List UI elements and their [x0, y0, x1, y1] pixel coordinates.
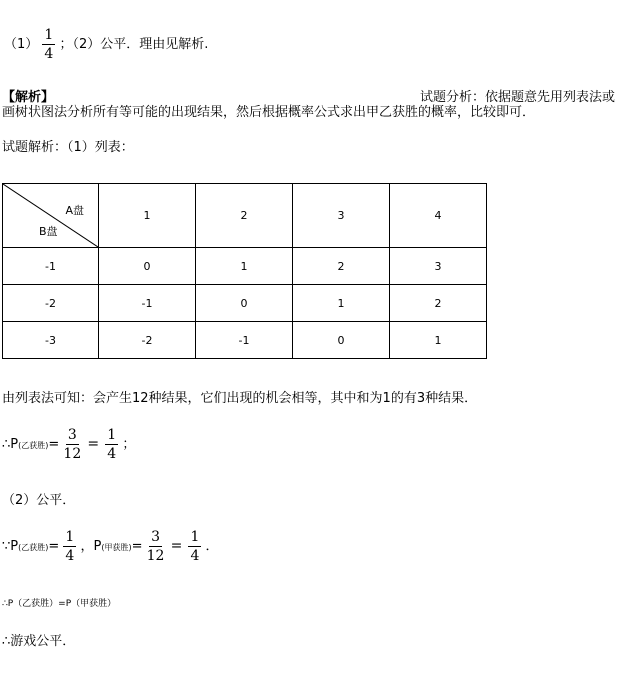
- column-header: 4: [390, 184, 487, 248]
- row-header: -1: [3, 248, 99, 285]
- eq2-mid-equals: =: [170, 538, 183, 554]
- fraction-numerator: 1: [190, 529, 200, 545]
- answer-part2-text: ；（2）公平．理由见解析.: [59, 37, 209, 52]
- eq1-prefix: ∴P: [2, 437, 19, 452]
- answer-part1-label: （1）: [4, 37, 39, 52]
- fraction-numerator: 1: [65, 529, 75, 545]
- solution-intro: 试题解析：（1）列表：: [2, 140, 134, 155]
- analysis-text-part2: 画树状图法分析所有等可能的出现结果，然后根据概率公式求出甲乙获胜的概率，比较即可．: [2, 105, 536, 120]
- fraction-denominator: 12: [146, 548, 165, 564]
- answer-line: [4, 28, 208, 61]
- table-cell: 2: [293, 248, 390, 285]
- jiexi-label: 【解析】: [2, 90, 55, 105]
- fraction-numerator: 1: [107, 427, 117, 443]
- eq1-fraction-2: [105, 428, 118, 461]
- fraction-denominator: 4: [107, 446, 117, 462]
- row-header: -2: [3, 285, 99, 322]
- eq2-fraction-2: [147, 530, 165, 563]
- fraction-denominator: 4: [65, 548, 75, 564]
- table-row: [3, 322, 487, 359]
- final-conclusion: ∴游戏公平．: [2, 634, 76, 649]
- table-cell: -2: [99, 322, 196, 359]
- table-row: [3, 248, 487, 285]
- table-cell: -1: [99, 285, 196, 322]
- table-cell: 0: [293, 322, 390, 359]
- fraction-numerator: 1: [44, 27, 54, 43]
- eq2-equals-2: =: [131, 539, 143, 554]
- table-cell: 1: [196, 248, 293, 285]
- eq2-subscript-1: (乙获胜): [18, 543, 49, 552]
- table-cell: 0: [196, 285, 293, 322]
- fraction-denominator: 12: [63, 446, 82, 462]
- fraction-numerator: 3: [151, 529, 160, 545]
- eq2-subscript-2: (甲获胜): [101, 543, 132, 552]
- eq2-end: ．: [205, 539, 219, 554]
- corner-label-a: A盘: [65, 204, 84, 217]
- equation-p-yi: [2, 428, 135, 461]
- eq2-fraction-1: [63, 530, 76, 563]
- analysis-text-part1: 试题分析：依据题意先用列表法或: [420, 90, 616, 105]
- fraction-numerator: 3: [67, 427, 77, 443]
- fraction-denominator: 4: [190, 548, 200, 564]
- eq1-fraction-1: [63, 428, 81, 461]
- part2-text: （2）公平．: [2, 493, 76, 508]
- eq2-fraction-3: [188, 530, 201, 563]
- column-header: 1: [99, 184, 196, 248]
- eq2-comma: ，P: [80, 539, 102, 554]
- column-header: 3: [293, 184, 390, 248]
- table-cell: 3: [390, 248, 487, 285]
- table-cell: -1: [196, 322, 293, 359]
- table-cell: 1: [293, 285, 390, 322]
- eq2-equals-1: =: [48, 539, 60, 554]
- outcome-table: [2, 183, 487, 359]
- table-cell: 0: [99, 248, 196, 285]
- answer-fraction: [42, 28, 55, 61]
- conclusion-text: 由列表法可知：会产生12种结果，它们出现的机会相等，其中和为1的有3种结果．: [2, 391, 478, 406]
- table-cell: 1: [390, 322, 487, 359]
- eq2-prefix: ∵P: [2, 539, 19, 554]
- row-header: -3: [3, 322, 99, 359]
- table-cell: 2: [390, 285, 487, 322]
- eq1-mid-equals: =: [87, 436, 100, 452]
- equation-p-compare: [2, 530, 219, 563]
- eq1-subscript: (乙获胜): [18, 441, 49, 450]
- table-corner-cell: [3, 184, 99, 248]
- fraction-denominator: 4: [44, 46, 54, 62]
- corner-label-b: B盘: [39, 225, 58, 238]
- table-row: [3, 285, 487, 322]
- equation-equal-probability: ∴P（乙获胜）=P（甲获胜）: [2, 599, 117, 609]
- eq1-equals: =: [48, 437, 60, 452]
- column-header: 2: [196, 184, 293, 248]
- eq1-end: ；: [122, 437, 136, 452]
